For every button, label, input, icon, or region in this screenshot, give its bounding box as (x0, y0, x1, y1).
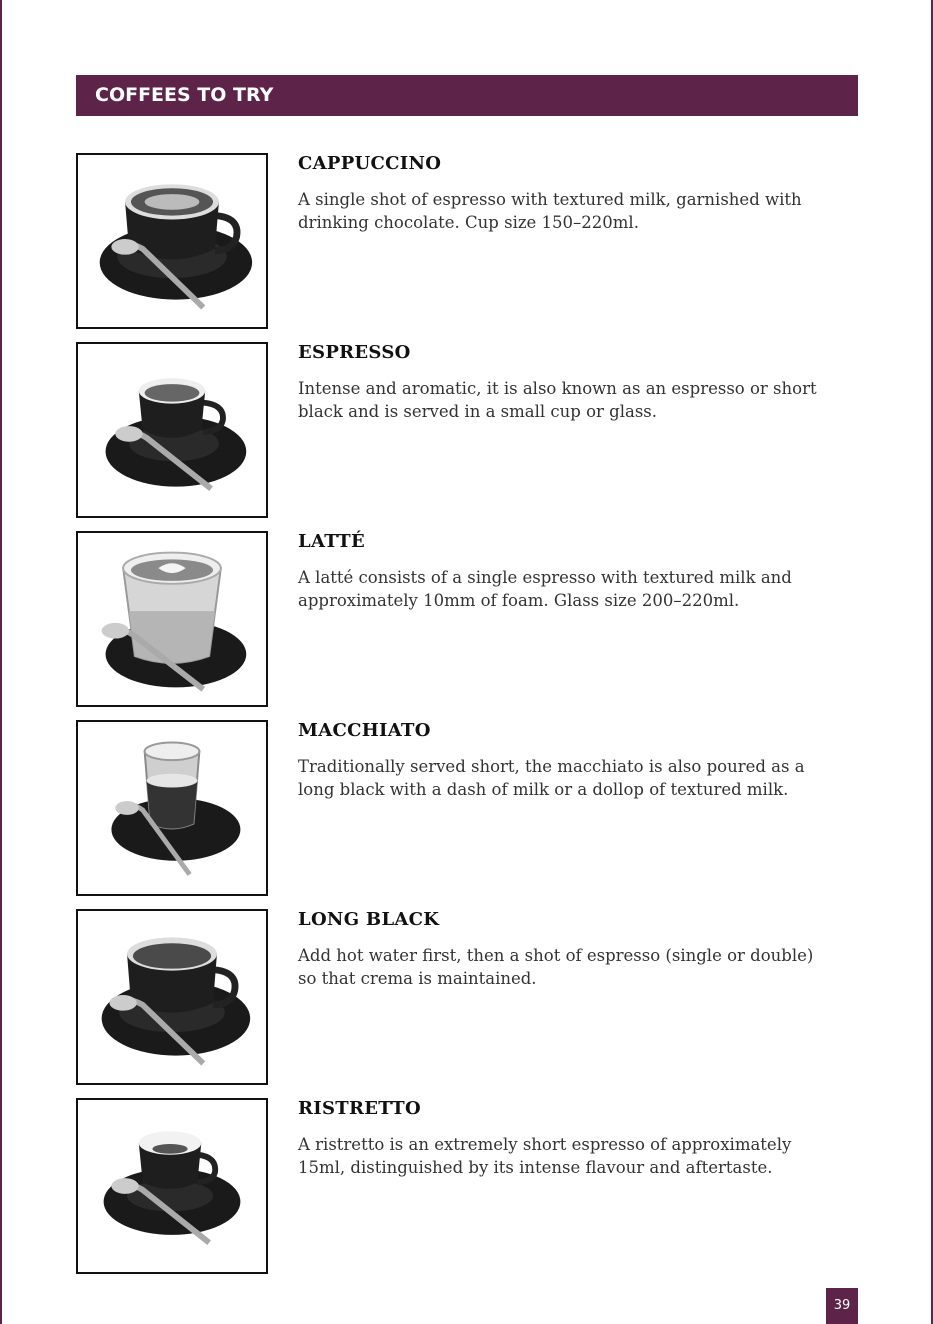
cappuccino-cup-icon (76, 153, 268, 329)
section-header (76, 75, 858, 116)
long-black-cup-icon (76, 909, 268, 1085)
coffee-description: A ristretto is an extremely short espresso of approximately 15ml, distinguished by its intense flavour and aftertaste. (298, 1135, 792, 1177)
coffee-description: Intense and aromatic, it is also known as an espresso or short black and is served in a small cup or glass. (298, 379, 817, 421)
ristretto-cup-icon (76, 1098, 268, 1274)
coffee-item-espresso (76, 342, 858, 518)
coffee-title: RISTRETTO (298, 1098, 421, 1119)
coffee-item-long-black (76, 909, 858, 1085)
page-border-left (0, 0, 2, 1324)
macchiato-glass-icon (76, 720, 268, 896)
latte-glass-icon (76, 531, 268, 707)
coffee-description: A single shot of espresso with textured milk, garnished with drinking chocolate. Cup size 150–220ml. (298, 190, 802, 232)
coffee-title: CAPPUCCINO (298, 153, 442, 174)
section-title: COFFEES TO TRY (95, 84, 274, 106)
coffee-description: A latté consists of a single espresso with textured milk and approximately 10mm of foam. Glass size 200–220ml. (298, 568, 792, 610)
page-number-label: 39 (833, 1298, 851, 1313)
coffee-description: Traditionally served short, the macchiato is also poured as a long black with a dash of milk or a dollop of textured milk. (298, 757, 805, 799)
coffee-item-cappuccino (76, 153, 858, 329)
coffee-item-macchiato (76, 720, 858, 896)
coffee-item-latte (76, 531, 858, 707)
coffee-title: ESPRESSO (298, 342, 411, 363)
espresso-cup-icon (76, 342, 268, 518)
coffee-item-ristretto (76, 1098, 858, 1274)
page-number (826, 1288, 858, 1324)
coffee-description: Add hot water first, then a shot of espresso (single or double) so that crema is maintained. (298, 946, 814, 988)
coffee-title: MACCHIATO (298, 720, 431, 741)
coffee-title: LATTÉ (298, 531, 366, 552)
coffee-title: LONG BLACK (298, 909, 440, 930)
